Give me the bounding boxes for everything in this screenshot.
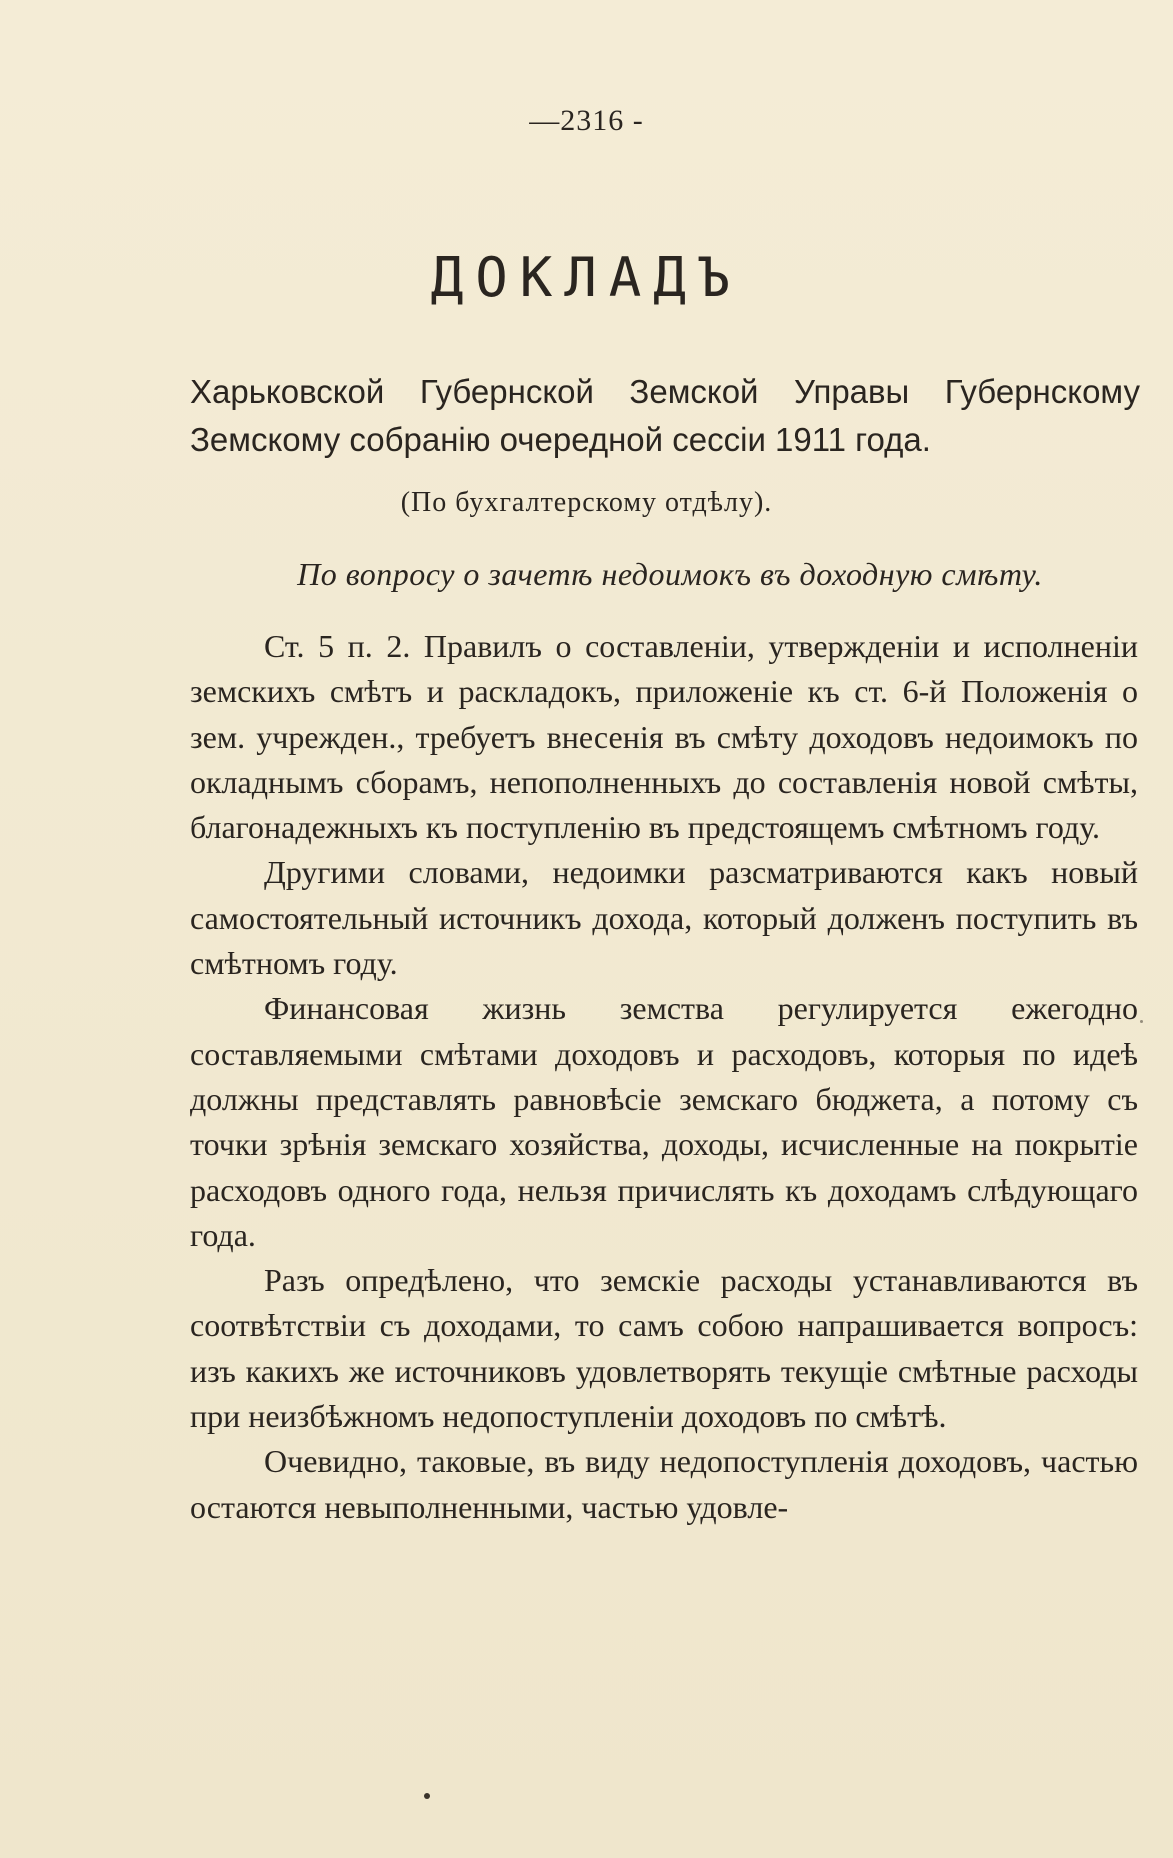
- paragraph: Финансовая жизнь земства регулируется ежегодно составляемыми смѣтами доходовъ и расходовъ, которыя по идеѣ должны представлять равновѣсіе земскаго бюджета, а потому съ точки зрѣнія земскаго хозяйства, доходы, исчисленные на покрытіе расходовъ одного года, нельзя причислять къ доходамъ слѣдующаго года.: [190, 990, 1138, 1253]
- ink-speck: [1140, 1020, 1143, 1023]
- department-note: (По бухгалтерскому отдѣлу).: [400, 487, 773, 518]
- report-title: ДОКЛАДЪ: [430, 246, 743, 309]
- page-number: —2316 -: [529, 104, 644, 137]
- question-heading: По вопросу о зачетѣ недоимокъ въ доходную смѣту.: [297, 556, 1043, 592]
- paragraph: Разъ опредѣлено, что земскіе расходы устанавливаются въ соотвѣтствіи съ доходами, то самъ собою напрашивается вопросъ: изъ какихъ же источниковъ удовлетворять текущіе смѣтные расходы при неизбѣжномъ недопоступленіи доходовъ по смѣтѣ.: [190, 1262, 1138, 1435]
- paragraph: Очевидно, таковые, въ виду недопоступленія доходовъ, частью остаются невыполненными, частью удовле-: [190, 1443, 1138, 1525]
- body-text: [190, 624, 1138, 1530]
- ink-speck: [424, 1793, 430, 1799]
- paragraph: Ст. 5 п. 2. Правилъ о составленіи, утвержденіи и исполненіи земскихъ смѣтъ и раскладокъ, приложеніе къ ст. 6-й Положенія о зем. учрежден., требуетъ внесенія въ смѣту доходовъ недоимокъ по окладнымъ сборамъ, непополненныхъ до составленія новой смѣты, благонадежныхъ къ поступленію въ предстоящемъ смѣтномъ году.: [190, 628, 1138, 846]
- report-subtitle: Харьковской Губернской Земской Управы Губернскому Земскому собранію очередной сессіи 1911 года.: [190, 373, 1140, 458]
- paragraph: Другими словами, недоимки разсматриваются какъ новый самостоятельный источникъ дохода, который долженъ поступить въ смѣтномъ году.: [190, 854, 1138, 982]
